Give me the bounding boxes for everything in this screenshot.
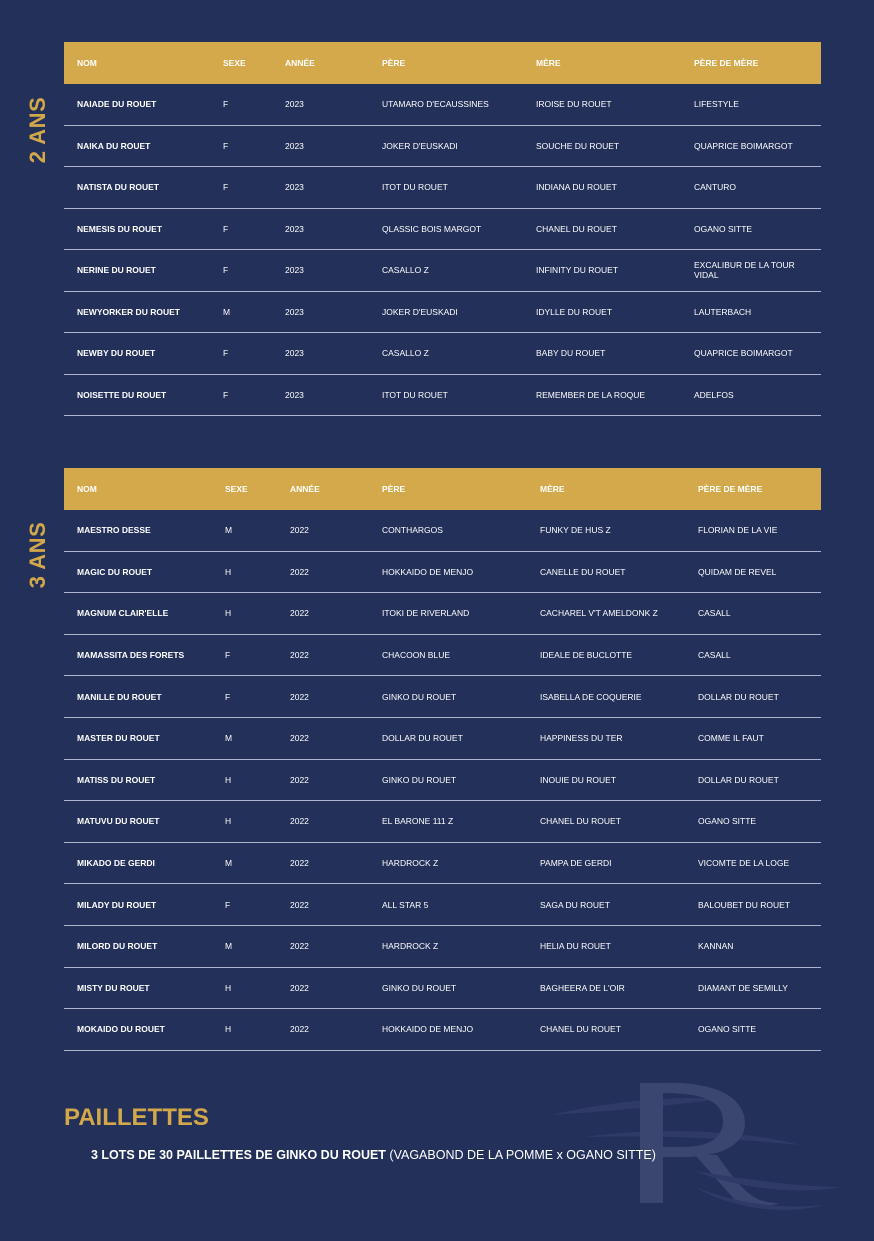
table-cell: MOKAIDO DU ROUET (64, 1009, 212, 1051)
table-row (64, 250, 821, 292)
table-cell: F (210, 84, 272, 125)
table-cell: 2023 (272, 208, 369, 250)
table-cell: CACHAREL V'T AMELDONK Z (527, 593, 685, 635)
table-cell: INFINITY DU ROUET (523, 250, 681, 292)
table-cell: OGANO SITTE (681, 208, 821, 250)
table-cell: MILADY DU ROUET (64, 884, 212, 926)
table-cell: CANTURO (681, 167, 821, 209)
table-cell: CHANEL DU ROUET (527, 1009, 685, 1051)
table-cell: QLASSIC BOIS MARGOT (369, 208, 523, 250)
table-cell: LAUTERBACH (681, 291, 821, 333)
table-cell: F (210, 333, 272, 375)
table-cell: NAIKA DU ROUET (64, 125, 210, 167)
table-cell: HELIA DU ROUET (527, 925, 685, 967)
table-cell: IDEALE DE BUCLOTTE (527, 634, 685, 676)
table-cell: HOKKAIDO DE MENJO (369, 1009, 527, 1051)
table-cell: DIAMANT DE SEMILLY (685, 967, 821, 1009)
table-cell: QUAPRICE BOIMARGOT (681, 125, 821, 167)
table-row (64, 125, 821, 167)
table-cell: INDIANA DU ROUET (523, 167, 681, 209)
table-cell: DOLLAR DU ROUET (685, 676, 821, 718)
col-pere-de-mere: PÈRE DE MÈRE (681, 42, 821, 84)
table-3-ans (64, 468, 821, 1051)
table-cell: 2022 (277, 842, 369, 884)
table-cell: F (210, 374, 272, 416)
table-cell: NAIADE DU ROUET (64, 84, 210, 125)
table-cell: HARDROCK Z (369, 925, 527, 967)
table-cell: H (212, 1009, 277, 1051)
col-pere: PÈRE (369, 468, 527, 510)
table-cell: NERINE DU ROUET (64, 250, 210, 292)
table-cell: 2022 (277, 1009, 369, 1051)
table-cell: ALL STAR 5 (369, 884, 527, 926)
table-cell: 2022 (277, 801, 369, 843)
col-annee: ANNÉE (272, 42, 369, 84)
table-header-row (64, 468, 821, 510)
table-cell: COMME IL FAUT (685, 717, 821, 759)
table-cell: F (210, 125, 272, 167)
table-cell: CONTHARGOS (369, 510, 527, 551)
table-cell: BABY DU ROUET (523, 333, 681, 375)
table-cell: F (210, 167, 272, 209)
table-cell: CHANEL DU ROUET (527, 801, 685, 843)
table-row (64, 167, 821, 209)
table-cell: F (210, 250, 272, 292)
col-nom: NOM (64, 42, 210, 84)
table-cell: 2023 (272, 84, 369, 125)
table-row (64, 374, 821, 416)
table-cell: MAESTRO DESSE (64, 510, 212, 551)
table-cell: GINKO DU ROUET (369, 759, 527, 801)
table-cell: GINKO DU ROUET (369, 676, 527, 718)
table-cell: 2023 (272, 125, 369, 167)
table-cell: HOKKAIDO DE MENJO (369, 551, 527, 593)
table-cell: LIFESTYLE (681, 84, 821, 125)
table-row (64, 333, 821, 375)
table-cell: JOKER D'EUSKADI (369, 291, 523, 333)
table-header-row (64, 42, 821, 84)
table-row (64, 551, 821, 593)
table-cell: 2022 (277, 884, 369, 926)
table-cell: MAGIC DU ROUET (64, 551, 212, 593)
table-cell: MATUVU DU ROUET (64, 801, 212, 843)
table-cell: MAGNUM CLAIR'ELLE (64, 593, 212, 635)
table-cell: 2022 (277, 967, 369, 1009)
table-cell: MAMASSITA DES FORETS (64, 634, 212, 676)
table-cell: CASALL (685, 634, 821, 676)
table-cell: QUAPRICE BOIMARGOT (681, 333, 821, 375)
table-cell: SOUCHE DU ROUET (523, 125, 681, 167)
table-cell: SAGA DU ROUET (527, 884, 685, 926)
table-cell: ISABELLA DE COQUERIE (527, 676, 685, 718)
table-row (64, 84, 821, 125)
table-cell: 2022 (277, 593, 369, 635)
table-row (64, 759, 821, 801)
table-cell: F (212, 634, 277, 676)
table-cell: NEWBY DU ROUET (64, 333, 210, 375)
table-row (64, 925, 821, 967)
col-mere: MÈRE (523, 42, 681, 84)
table-cell: H (212, 551, 277, 593)
col-nom: NOM (64, 468, 212, 510)
table-cell: ITOT DU ROUET (369, 167, 523, 209)
table-cell: JOKER D'EUSKADI (369, 125, 523, 167)
table-cell: FLORIAN DE LA VIE (685, 510, 821, 551)
paillettes-title: PAILLETTES (64, 1104, 209, 1131)
table-cell: REMEMBER DE LA ROQUE (523, 374, 681, 416)
table-cell: 2023 (272, 167, 369, 209)
col-sexe: SEXE (212, 468, 277, 510)
table-cell: NEMESIS DU ROUET (64, 208, 210, 250)
table-cell: KANNAN (685, 925, 821, 967)
table-row (64, 801, 821, 843)
paillettes-lot-detail: (VAGABOND DE LA POMME x OGANO SITTE) (385, 1148, 656, 1162)
table-2-ans (64, 42, 821, 416)
table-cell: 2022 (277, 634, 369, 676)
table-cell: MILORD DU ROUET (64, 925, 212, 967)
col-annee: ANNÉE (277, 468, 369, 510)
table-cell: OGANO SITTE (685, 1009, 821, 1051)
table-cell: 2022 (277, 551, 369, 593)
table-cell: DOLLAR DU ROUET (685, 759, 821, 801)
table-cell: 2022 (277, 510, 369, 551)
table-cell: CASALL (685, 593, 821, 635)
table-cell: 2022 (277, 759, 369, 801)
paillettes-lot-bold: 3 LOTS DE 30 PAILLETTES DE GINKO DU ROUET (91, 1148, 386, 1162)
table-cell: IDYLLE DU ROUET (523, 291, 681, 333)
table-cell: VICOMTE DE LA LOGE (685, 842, 821, 884)
table-cell: BALOUBET DU ROUET (685, 884, 821, 926)
table-cell: F (212, 884, 277, 926)
table-cell: EL BARONE 111 Z (369, 801, 527, 843)
table-cell: MATISS DU ROUET (64, 759, 212, 801)
table-cell: NEWYORKER DU ROUET (64, 291, 210, 333)
table-cell: 2022 (277, 925, 369, 967)
table-cell: NATISTA DU ROUET (64, 167, 210, 209)
table-row (64, 676, 821, 718)
table-row (64, 634, 821, 676)
table-cell: PAMPA DE GERDI (527, 842, 685, 884)
table-cell: ADELFOS (681, 374, 821, 416)
table-cell: MIKADO DE GERDI (64, 842, 212, 884)
table-row (64, 510, 821, 551)
table-cell: IROISE DU ROUET (523, 84, 681, 125)
table-row (64, 593, 821, 635)
table-cell: UTAMARO D'ECAUSSINES (369, 84, 523, 125)
table-row (64, 1009, 821, 1051)
table-cell: FUNKY DE HUS Z (527, 510, 685, 551)
col-mere: MÈRE (527, 468, 685, 510)
table-cell: DOLLAR DU ROUET (369, 717, 527, 759)
table-cell: CASALLO Z (369, 250, 523, 292)
col-sexe: SEXE (210, 42, 272, 84)
table-cell: 2023 (272, 250, 369, 292)
table-row (64, 967, 821, 1009)
table-row (64, 208, 821, 250)
table-row (64, 842, 821, 884)
table-cell: MISTY DU ROUET (64, 967, 212, 1009)
table-cell: HARDROCK Z (369, 842, 527, 884)
table-cell: 2022 (277, 676, 369, 718)
table-cell: H (212, 759, 277, 801)
table-cell: CHACOON BLUE (369, 634, 527, 676)
table-cell: M (212, 510, 277, 551)
table-cell: 2023 (272, 333, 369, 375)
table-cell: ITOT DU ROUET (369, 374, 523, 416)
table-row (64, 717, 821, 759)
table-cell: CHANEL DU ROUET (523, 208, 681, 250)
table-cell: M (212, 925, 277, 967)
table-cell: 2023 (272, 374, 369, 416)
table-cell: F (210, 208, 272, 250)
table-cell: MASTER DU ROUET (64, 717, 212, 759)
col-pere-de-mere: PÈRE DE MÈRE (685, 468, 821, 510)
table-cell: ITOKI DE RIVERLAND (369, 593, 527, 635)
table-cell: CANELLE DU ROUET (527, 551, 685, 593)
table-cell: QUIDAM DE REVEL (685, 551, 821, 593)
table-cell: BAGHEERA DE L'OIR (527, 967, 685, 1009)
table-cell: HAPPINESS DU TER (527, 717, 685, 759)
table-cell: EXCALIBUR DE LA TOUR VIDAL (681, 250, 821, 292)
table-row (64, 291, 821, 333)
rouet-logo-watermark-icon (545, 1075, 845, 1215)
table-cell: GINKO DU ROUET (369, 967, 527, 1009)
table-cell: INOUIE DU ROUET (527, 759, 685, 801)
table-cell: M (212, 842, 277, 884)
table-cell: M (212, 717, 277, 759)
table-cell: CASALLO Z (369, 333, 523, 375)
col-pere: PÈRE (369, 42, 523, 84)
table-cell: H (212, 967, 277, 1009)
table-cell: H (212, 593, 277, 635)
table-cell: M (210, 291, 272, 333)
table-row (64, 884, 821, 926)
table-cell: 2022 (277, 717, 369, 759)
table-cell: NOISETTE DU ROUET (64, 374, 210, 416)
table-cell: OGANO SITTE (685, 801, 821, 843)
paillettes-lot-line (91, 1148, 656, 1162)
table-cell: H (212, 801, 277, 843)
table-cell: F (212, 676, 277, 718)
table-cell: 2023 (272, 291, 369, 333)
table-cell: MANILLE DU ROUET (64, 676, 212, 718)
